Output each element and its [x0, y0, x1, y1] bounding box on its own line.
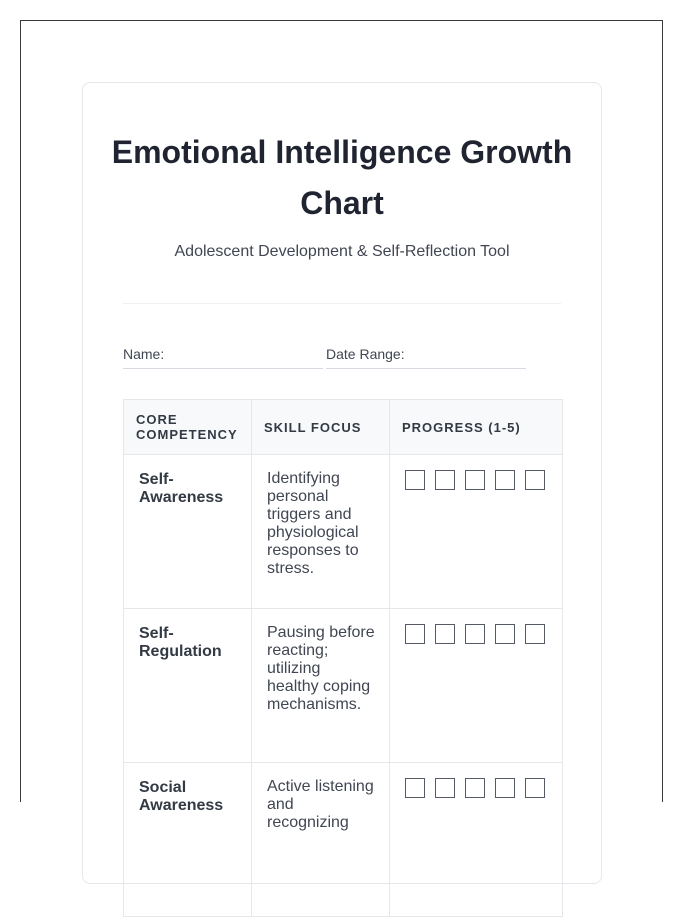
progress-checkbox-5[interactable]: [525, 470, 545, 490]
progress-checkbox-3[interactable]: [465, 470, 485, 490]
progress-cell: [390, 763, 563, 917]
progress-checkbox-1[interactable]: [405, 470, 425, 490]
progress-checkboxes: [405, 624, 562, 644]
progress-checkbox-2[interactable]: [435, 624, 455, 644]
date-range-label: Date Range:: [326, 346, 405, 362]
header-divider: [123, 303, 561, 304]
name-label: Name:: [123, 346, 165, 362]
competency-cell: Self-Awareness: [124, 455, 252, 609]
table-row: [124, 455, 563, 609]
page-frame: [20, 20, 663, 831]
date-range-field[interactable]: [326, 345, 526, 369]
progress-cell: [390, 609, 563, 763]
column-header-core-competency: CORE COMPETENCY: [124, 400, 252, 455]
page-title: Emotional Intelligence Growth Chart: [111, 134, 573, 221]
competency-cell: Self-Regulation: [124, 609, 252, 763]
progress-checkboxes: [405, 470, 562, 490]
progress-checkbox-5[interactable]: [525, 624, 545, 644]
progress-cell: [390, 455, 563, 609]
growth-table: [123, 399, 563, 917]
progress-checkboxes: [405, 778, 562, 798]
progress-checkbox-3[interactable]: [465, 778, 485, 798]
progress-checkbox-4[interactable]: [495, 624, 515, 644]
skill-focus-cell: Active listening and recognizing: [252, 763, 390, 917]
progress-checkbox-2[interactable]: [435, 778, 455, 798]
progress-checkbox-1[interactable]: [405, 778, 425, 798]
table-row: [124, 763, 563, 917]
competency-cell: Social Awareness: [124, 763, 252, 917]
progress-checkbox-5[interactable]: [525, 778, 545, 798]
progress-checkbox-4[interactable]: [495, 778, 515, 798]
table-header-row: [124, 400, 563, 455]
name-field[interactable]: [123, 345, 323, 369]
column-header-progress: PROGRESS (1-5): [390, 400, 563, 455]
progress-checkbox-2[interactable]: [435, 470, 455, 490]
page-subtitle: Adolescent Development & Self-Reflection Tool: [174, 243, 510, 260]
table-row: [124, 609, 563, 763]
skill-focus-cell: Identifying personal triggers and physiological responses to stress.: [252, 455, 390, 609]
worksheet-card: [82, 82, 602, 884]
progress-checkbox-4[interactable]: [495, 470, 515, 490]
column-header-skill-focus: SKILL FOCUS: [252, 400, 390, 455]
progress-checkbox-1[interactable]: [405, 624, 425, 644]
progress-checkbox-3[interactable]: [465, 624, 485, 644]
skill-focus-cell: Pausing before reacting; utilizing healthy coping mechanisms.: [252, 609, 390, 763]
